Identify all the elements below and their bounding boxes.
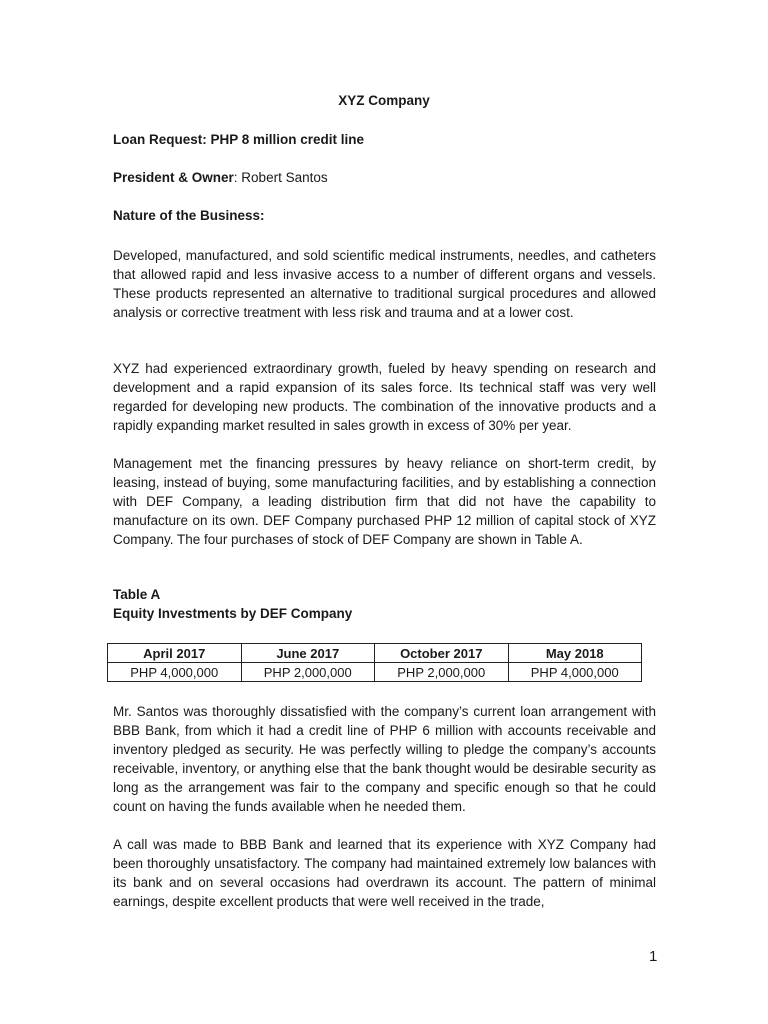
table-header-cell: October 2017 xyxy=(375,644,509,663)
nature-of-business-heading: Nature of the Business: xyxy=(113,208,265,223)
table-cell: PHP 2,000,000 xyxy=(375,663,509,682)
table-caption: Equity Investments by DEF Company xyxy=(113,606,353,621)
table-row xyxy=(108,663,642,682)
president-owner-value: : Robert Santos xyxy=(233,170,328,185)
president-owner-label: President & Owner xyxy=(113,170,234,185)
loan-request-heading: Loan Request: PHP 8 million credit line xyxy=(113,132,365,147)
table-cell: PHP 4,000,000 xyxy=(108,663,242,682)
table-header-cell: April 2017 xyxy=(108,644,242,663)
document-title: XYZ Company xyxy=(338,93,430,108)
table-header-row xyxy=(108,644,642,663)
paragraph-bbb-bank: A call was made to BBB Bank and learned that its experience with XYZ Company had been thoroughly unsatisfactory. The company had maintained extremely low balances with its bank and on several occasions had overdrawn its account. The pattern of minimal earnings, despite excellent products that were well received in the trade, xyxy=(113,837,656,909)
page-number: 1 xyxy=(649,948,658,965)
table-cell: PHP 2,000,000 xyxy=(241,663,375,682)
paragraph-growth: XYZ had experienced extraordinary growth, fueled by heavy spending on research and development and a rapid expansion of its sales force. Its technical staff was very well regarded for developing new products. The combination of the innovative products and a rapidly expanding market resulted in sales growth in excess of 30% per year. xyxy=(113,361,656,433)
equity-investments-table xyxy=(107,643,642,682)
paragraph-financing: Management met the financing pressures by heavy reliance on short-term credit, by leasing, instead of buying, some manufacturing facilities, and by establishing a connection with DEF Company, a leading distribution firm that did not have the capability to manufacture on its own. DEF Company purchased PHP 12 million of capital stock of XYZ Company. The four purchases of stock of DEF Company are shown in Table A. xyxy=(113,456,656,547)
paragraph-santos: Mr. Santos was thoroughly dissatisfied with the company’s current loan arrangement with BBB Bank, from which it had a credit line of PHP 6 million with accounts receivable and inventory pledged as security. He was perfectly willing to pledge the company’s accounts receivable, inventory, or anything else that the bank thought would be desirable security as long as the arrangement was fair to the company and specific enough so that he could count on having the funds available when he needed them. xyxy=(113,704,656,814)
president-owner-line xyxy=(113,170,328,185)
table-header-cell: May 2018 xyxy=(508,644,642,663)
paragraph-nature: Developed, manufactured, and sold scientific medical instruments, needles, and catheters that allowed rapid and less invasive access to a number of different organs and vessels. These products represented an alternative to traditional surgical procedures and allowed analysis or corrective treatment with less risk and trauma and at a lower cost. xyxy=(113,248,656,320)
table-header-cell: June 2017 xyxy=(241,644,375,663)
table-label: Table A xyxy=(113,587,161,602)
table-cell: PHP 4,000,000 xyxy=(508,663,642,682)
